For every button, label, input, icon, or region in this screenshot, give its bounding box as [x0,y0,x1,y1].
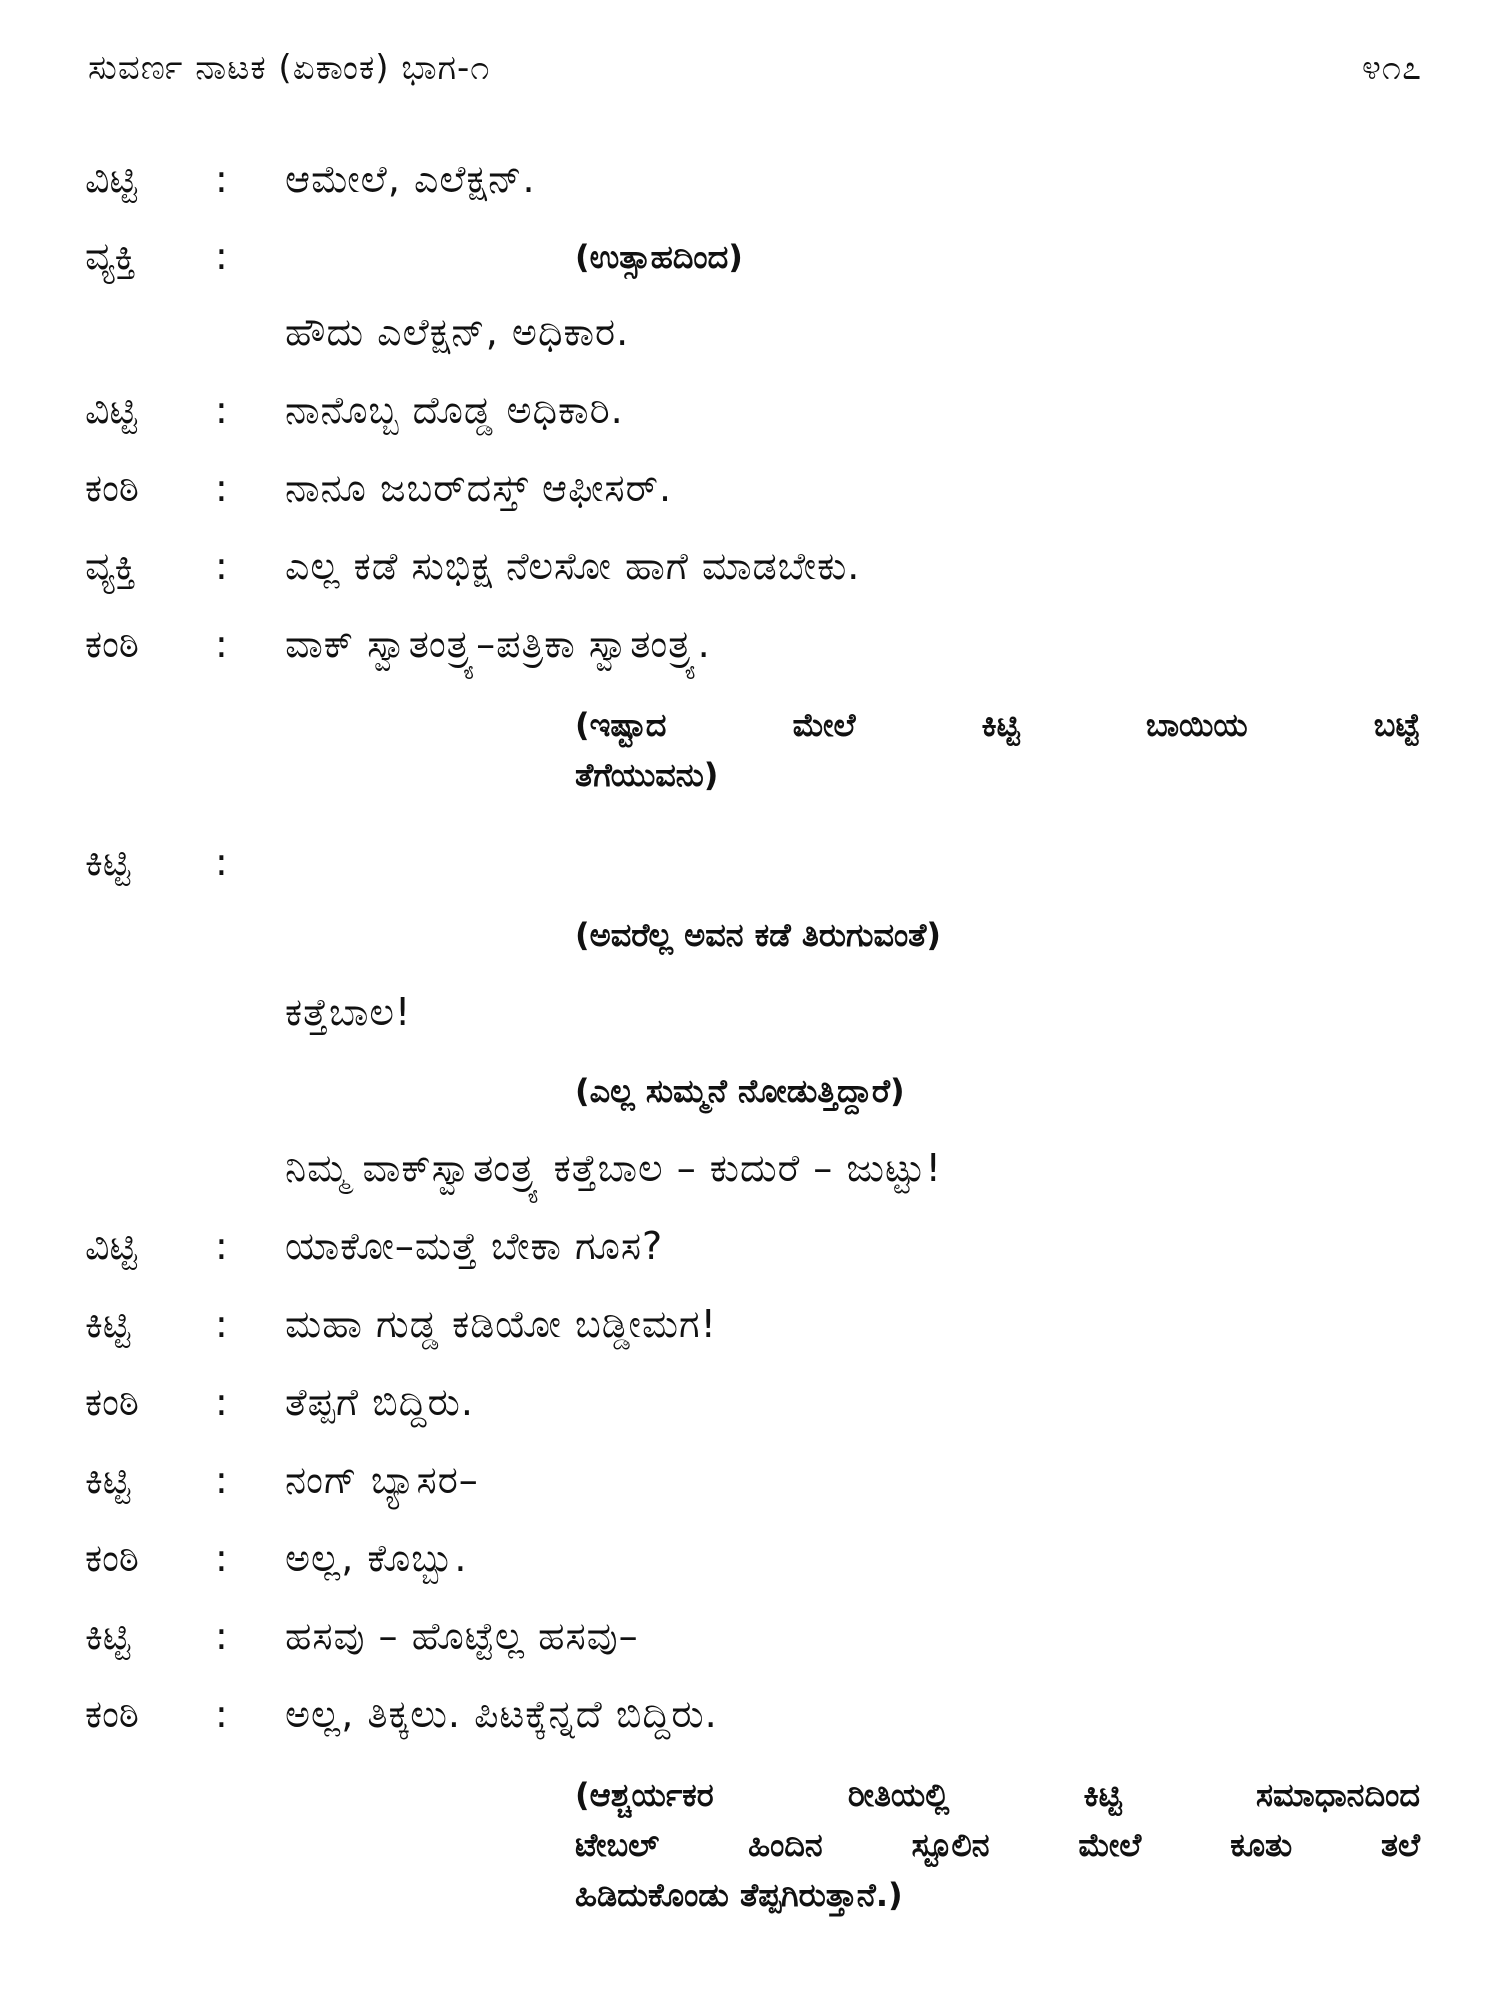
book-title: ಸುವರ್ಣ ನಾಟಕ (ಏಕಾಂಕ) ಭಾಗ-೧ [88,48,491,88]
speaker-name: ವ್ಯಕ್ತಿ [85,544,136,588]
speaker-name: ಕಂಠಿ [85,1536,139,1580]
dialogue-text: ಅಲ್ಲ, ಕೊಬ್ಬು. [285,1536,468,1580]
speaker-name: ಕಿಟ್ಟಿ [85,1458,131,1502]
dialogue-text: ಹೌದು ಎಲೆಕ್ಷನ್, ಅಧಿಕಾರ. [285,310,630,354]
speaker-name: ಕಿಟ್ಟಿ [85,840,131,884]
speaker-colon: : [215,622,228,666]
speaker-name: ಕಿಟ್ಟಿ [85,1302,131,1346]
dialogue-text: ನಿಮ್ಮ ವಾಕ್‌ಸ್ವಾತಂತ್ರ್ಯ ಕತ್ತೆಬಾಲ – ಕುದುರೆ – ಜುಟ್ಟು! [285,1146,942,1190]
speaker-colon: : [215,1536,228,1580]
speaker-name: ವಿಟ್ಟಿ [85,388,138,432]
speaker-colon: : [215,466,228,510]
speaker-name: ಕಿಟ್ಟಿ [85,1614,131,1658]
dialogue-text: ಆಮೇಲೆ, ಎಲೆಕ್ಷನ್. [285,157,536,201]
dialogue-text: ವಾಕ್ ಸ್ವಾತಂತ್ರ್ಯ–ಪತ್ರಿಕಾ ಸ್ವಾತಂತ್ರ್ಯ. [285,622,711,666]
stage-direction: (ಎಲ್ಲ ಸುಮ್ಮನೆ ನೋಡುತ್ತಿದ್ದಾರೆ) [575,1072,905,1110]
dialogue-text: ಕತ್ತೆಬಾಲ! [285,990,412,1034]
speaker-colon: : [215,1302,228,1346]
dialogue-text: ನಾನೊಬ್ಬ ದೊಡ್ಡ ಅಧಿಕಾರಿ. [285,388,624,432]
speaker-colon: : [215,544,228,588]
stage-direction-line: ತೆಗೆಯುವನು) [575,756,719,794]
dialogue-text: ಯಾಕೋ–ಮತ್ತೆ ಬೇಕಾ ಗೂಸ? [285,1224,664,1268]
stage-direction-line: (ಇಷ್ಟಾದ ಮೇಲೆ ಕಿಟ್ಟಿ ಬಾಯಿಯ ಬಟ್ಟೆ [575,706,1420,744]
dialogue-text: ಎಲ್ಲ ಕಡೆ ಸುಭಿಕ್ಷ ನೆಲಸೋ ಹಾಗೆ ಮಾಡಬೇಕು. [285,544,861,588]
stage-direction-line: (ಆಶ್ಚರ್ಯಕರ ರೀತಿಯಲ್ಲಿ ಕಿಟ್ಟಿ ಸಮಾಧಾನದಿಂದ [575,1776,1420,1814]
dialogue-text: ತೆಪ್ಪಗೆ ಬಿದ್ದಿರು. [285,1380,474,1424]
speaker-name: ಕಂಠಿ [85,1692,139,1736]
page-header [88,48,1422,98]
stage-direction [575,1770,1420,1920]
speaker-colon: : [215,840,228,884]
dialogue-text: ನಂಗ್ ಬ್ಯಾಸರ– [285,1458,479,1502]
stage-direction: (ಅವರೆಲ್ಲ ಅವನ ಕಡೆ ತಿರುಗುವಂತೆ) [575,916,942,954]
speaker-name: ಕಂಠಿ [85,622,139,666]
stage-direction [575,700,1420,800]
stage-direction-line: ಹಿಡಿದುಕೊಂಡು ತೆಪ್ಪಗಿರುತ್ತಾನೆ.) [575,1876,903,1914]
speaker-name: ವಿಟ್ಟಿ [85,1224,138,1268]
speaker-name: ಕಂಠಿ [85,466,139,510]
stage-direction: (ಉತ್ಸಾಹದಿಂದ) [575,238,743,276]
speaker-name: ವ್ಯಕ್ತಿ [85,234,136,278]
speaker-colon: : [215,1458,228,1502]
stage-direction-line: ಟೇಬಲ್ ಹಿಂದಿನ ಸ್ಟೂಲಿನ ಮೇಲೆ ಕೂತು ತಲೆ [575,1826,1420,1864]
speaker-name: ಕಂಠಿ [85,1380,139,1424]
speaker-colon: : [215,157,228,201]
speaker-colon: : [215,1614,228,1658]
speaker-colon: : [215,388,228,432]
page-number: ೪೧೭ [1361,48,1422,88]
speaker-colon: : [215,1692,228,1736]
dialogue-text: ನಾನೂ ಜಬರ್‌ದಸ್ತ್ ಆಫೀಸರ್. [285,466,673,510]
speaker-colon: : [215,1380,228,1424]
speaker-colon: : [215,234,228,278]
dialogue-text: ಹಸವು – ಹೊಟ್ಟೆಲ್ಲ ಹಸವು– [285,1614,639,1658]
speaker-name: ವಿಟ್ಟಿ [85,157,138,201]
dialogue-text: ಅಲ್ಲ, ತಿಕ್ಕಲು. ಪಿಟಕ್ಕೆನ್ನದೆ ಬಿದ್ದಿರು. [285,1692,718,1736]
speaker-colon: : [215,1224,228,1268]
dialogue-text: ಮಹಾ ಗುಡ್ಡ ಕಡಿಯೋ ಬಡ್ಡೀಮಗ! [285,1302,717,1346]
